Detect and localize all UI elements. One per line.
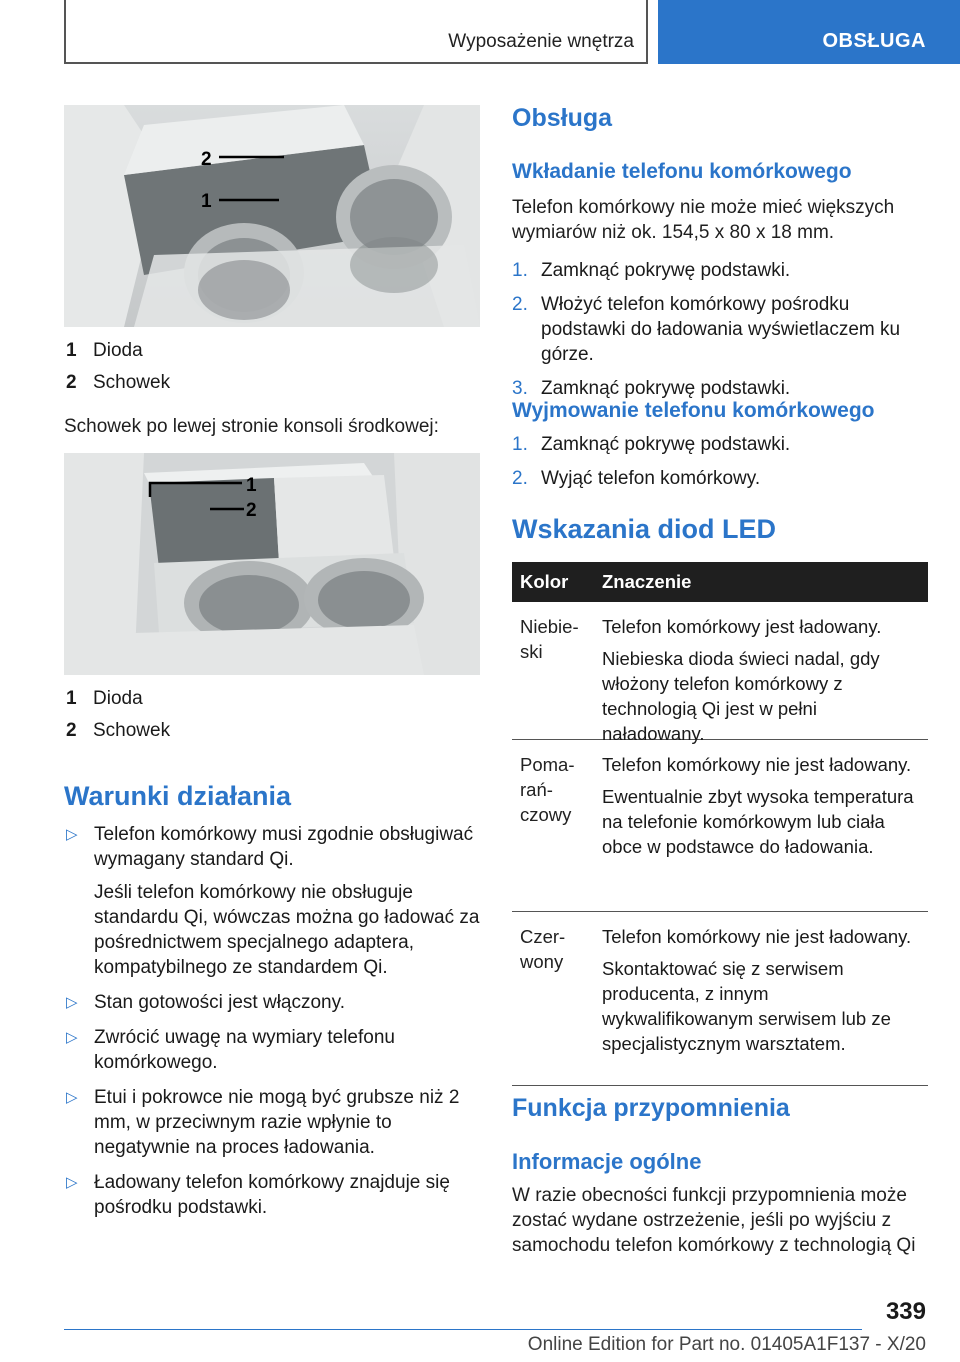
meaning-text: Niebieska dioda świeci nadal, gdy włożony telefon komórkowy z technologią Qi jest w pełni naładowany. [602, 648, 880, 744]
step-item [512, 432, 932, 457]
color-cell: Niebie- ski [520, 616, 579, 662]
list-item-text: Etui i pokrowce nie mogą być grubsze niż 2 mm, w przeciwnym razie wpłynie to negatywnie na proces ładowania. [94, 1087, 460, 1158]
list-item-text: Telefon komórkowy musi zgodnie obsługiwać wymagany standard Qi. [94, 824, 474, 870]
step-number: 1. [512, 434, 528, 455]
list-item [64, 822, 482, 980]
page-number: 339 [885, 1298, 926, 1325]
triangle-bullet-icon: ▷ [66, 1174, 78, 1191]
callout-1: 1 [246, 475, 257, 496]
triangle-bullet-icon: ▷ [66, 826, 78, 843]
legend-item [64, 335, 480, 367]
triangle-bullet-icon: ▷ [66, 1089, 78, 1106]
console-photo-2 [64, 453, 480, 675]
insert-phone-heading: Wkładanie telefonu komórkowego [512, 160, 852, 183]
reminder-text: W razie obecności funkcji przypomnienia może zostać wydane ostrzeżenie, jeśli po wyjściu z samochodu telefon komórkowy z technologią Qi [512, 1185, 916, 1256]
section-title: Wyposażenie wnętrza [448, 31, 634, 52]
legend-item [64, 367, 480, 399]
step-text: Włożyć telefon komórkowy pośrodku podstawki do ładowania wyświetlaczem ku górze. [541, 294, 901, 365]
insert-steps [512, 258, 932, 410]
reminder-heading: Funkcja przypomnienia [512, 1094, 790, 1122]
list-item-text: Jeśli telefon komórkowy nie obsługuje standardu Qi, wówczas można go ładować za pośrednictwem specjalnego adaptera, kompatybilnego ze standardem Qi. [94, 882, 480, 978]
step-item [512, 258, 932, 283]
step-text: Wyjąć telefon komórkowy. [541, 468, 761, 489]
list-item [64, 1025, 482, 1075]
legend-label: Dioda [93, 340, 143, 361]
conditions-list [64, 822, 482, 1230]
legend-item [64, 715, 480, 747]
chapter-title: OBSŁUGA [822, 30, 926, 52]
remove-steps [512, 432, 932, 500]
legend-label: Schowek [93, 720, 171, 741]
legend-1 [64, 335, 480, 399]
list-item-text: Stan gotowości jest włączony. [94, 992, 345, 1013]
meaning-text: Telefon komórkowy nie jest ładowany. [602, 754, 912, 775]
meaning-text: Telefon komórkowy jest ładowany. [602, 616, 882, 637]
color-cell: Poma- rań- czowy [520, 754, 575, 825]
table-row [512, 912, 928, 1086]
meaning-text: Ewentualnie zbyt wysoka temperatura na telefonie komórkowym lub ciała obce w podstawce do ładowania. [602, 786, 914, 857]
list-item [64, 1085, 482, 1160]
column-header-meaning: Znaczenie [602, 571, 692, 592]
callout-2: 2 [246, 500, 257, 521]
list-item-text: Ładowany telefon komórkowy znajduje się pośrodku podstawki. [94, 1172, 450, 1218]
step-item [512, 292, 932, 367]
triangle-bullet-icon: ▷ [66, 1029, 78, 1046]
header-section-box [64, 0, 648, 64]
conditions-heading: Warunki działania [64, 781, 292, 811]
legend-number: 1 [66, 340, 77, 361]
console-photo-1 [64, 105, 480, 327]
intro-left-console: Schowek po lewej stronie konsoli środkowej: [64, 416, 439, 437]
header-chapter-box [658, 0, 960, 64]
step-text: Zamknąć pokrywę podstawki. [541, 434, 791, 455]
general-info-heading: Informacje ogólne [512, 1149, 702, 1174]
footer-divider [64, 1329, 862, 1330]
legend-label: Dioda [93, 688, 143, 709]
step-number: 2. [512, 468, 528, 489]
step-item [512, 376, 932, 401]
legend-label: Schowek [93, 372, 171, 393]
list-item [64, 1170, 482, 1220]
table-row [512, 740, 928, 912]
column-header-color: Kolor [520, 571, 569, 592]
legend-number: 2 [66, 372, 77, 393]
led-table [512, 562, 928, 1086]
insert-phone-intro: Telefon komórkowy nie może mieć większych wymiarów niż ok. 154,5 x 80 x 18 mm. [512, 197, 895, 243]
legend-number: 2 [66, 720, 77, 741]
legend-number: 1 [66, 688, 77, 709]
step-item [512, 466, 932, 491]
meaning-cell [602, 924, 928, 1075]
meaning-text: Skontaktować się z serwisem producenta, z innym wykwalifikowanym serwisem lub ze specjalistycznym warsztatem. [602, 958, 891, 1054]
callout-2: 2 [201, 149, 212, 170]
step-number: 3. [512, 378, 528, 399]
meaning-cell [602, 614, 928, 744]
footer-edition: Online Edition for Part no. 01405A1F137 - X/20 [527, 1334, 926, 1355]
table-row [512, 602, 928, 744]
step-text: Zamknąć pokrywę podstawki. [541, 260, 791, 281]
color-cell: Czer- wony [520, 926, 566, 972]
meaning-cell [602, 752, 928, 901]
legend-2 [64, 683, 480, 747]
callout-1: 1 [201, 191, 212, 212]
triangle-bullet-icon: ▷ [66, 994, 78, 1011]
step-number: 2. [512, 294, 528, 315]
list-item [64, 990, 482, 1015]
step-number: 1. [512, 260, 528, 281]
meaning-text: Telefon komórkowy nie jest ładowany. [602, 926, 912, 947]
remove-phone-heading: Wyjmowanie telefonu komórkowego [512, 399, 875, 422]
led-heading: Wskazania diod LED [512, 514, 777, 544]
list-item-text: Zwrócić uwagę na wymiary telefonu komórkowego. [94, 1027, 395, 1073]
step-text: Zamknąć pokrywę podstawki. [541, 378, 791, 399]
legend-item [64, 683, 480, 715]
operation-heading: Obsługa [512, 104, 613, 132]
table-header [512, 562, 928, 602]
